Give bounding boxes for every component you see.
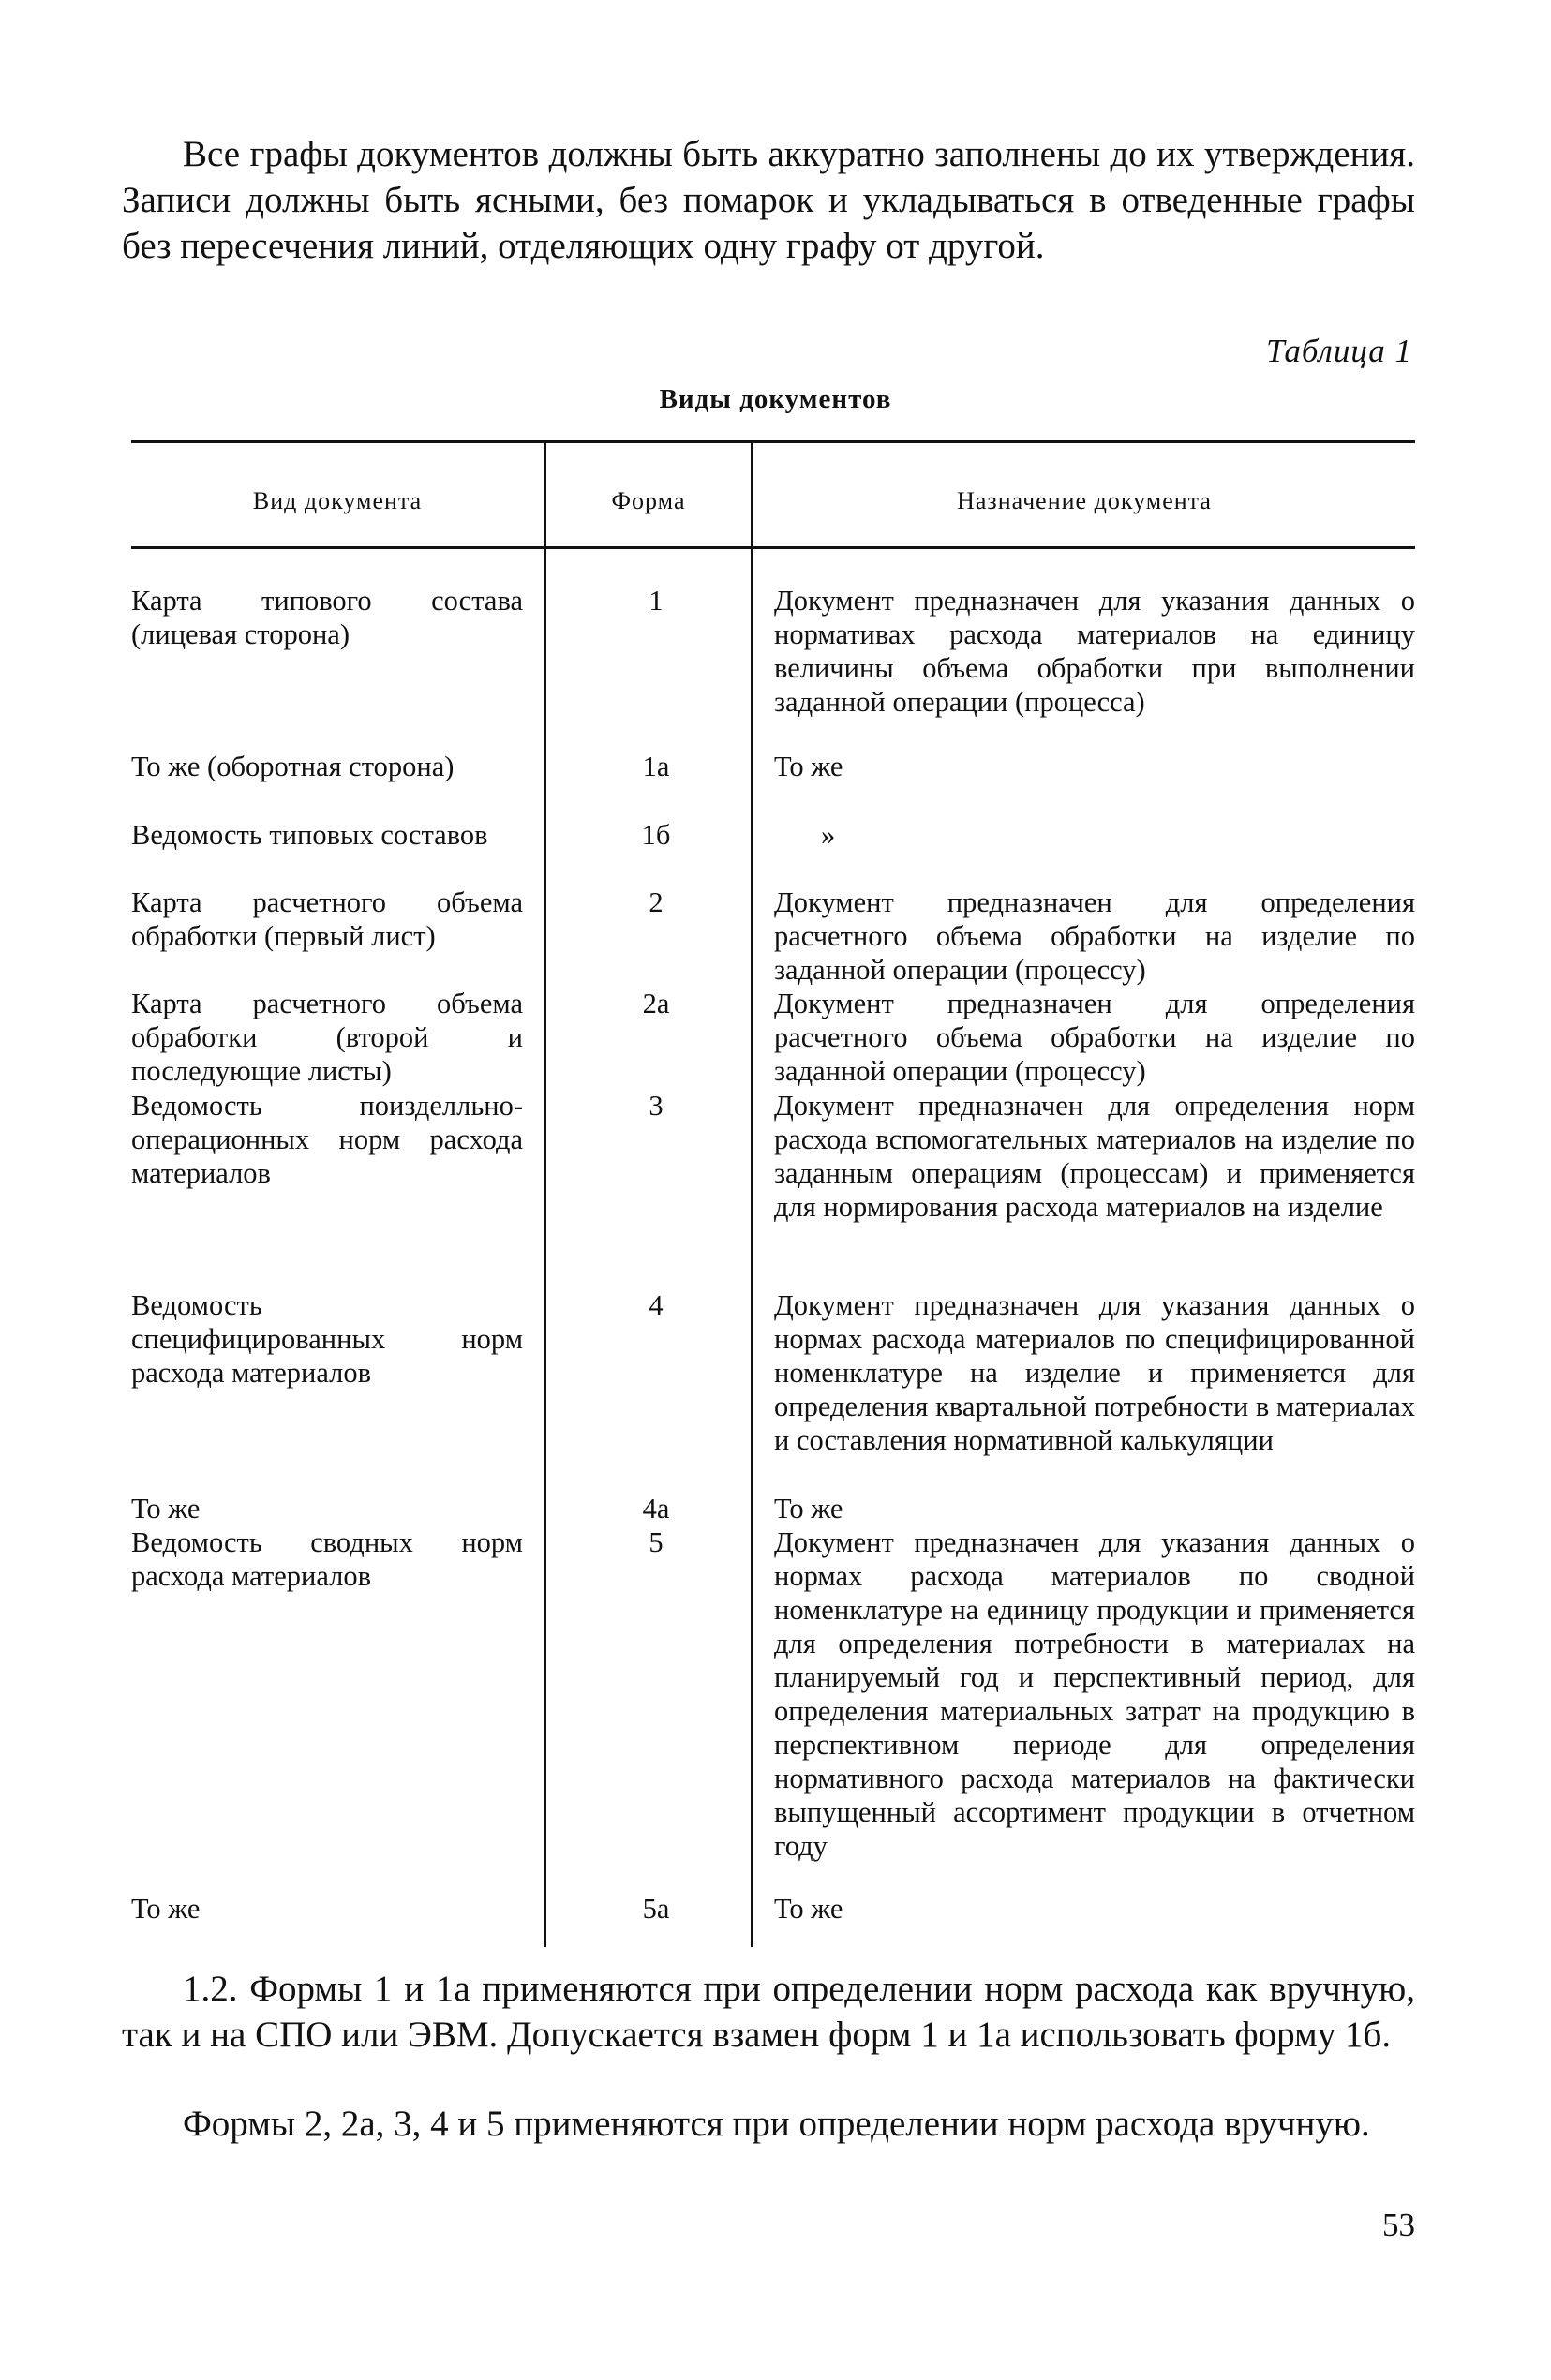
table-column-divider-1 <box>544 443 546 1947</box>
table-title: Виды документов <box>659 384 892 414</box>
table-row-1-form: 1а <box>642 751 670 782</box>
table-row-1-type: То же (оборотная сторона) <box>131 751 455 782</box>
table-row-8-purpose: Документ предназначен для указания данных о нормах расхода материалов по сводной номенклатуре на единицу продукции и применяется для определения потребности в материалах на планируемый год и перспективный период, для определения материальных затрат на продукцию в перспективном периоде для определения нормативного расхода материалов на фактически выпущенный ассортимент продукции в отчетном году <box>774 1526 1415 1862</box>
table-row-4-purpose: Документ предназначен для определения расчетного объема обработки на изделие по заданной операции (процессу) <box>774 988 1415 1087</box>
intro-paragraph: Все графы документов должны быть аккуратно заполнены до их утверждения. Записи должны быть ясными, без помарок и укладываться в отведенные графы без пересечения линий, отделяющих одну графу от другой. <box>122 134 1415 266</box>
table-row-2-form: 1б <box>641 819 671 851</box>
table-row-1-purpose: То же <box>774 751 843 782</box>
page-number: 53 <box>1382 2207 1415 2243</box>
table-row-6-type: Ведомость специфицированных норм расхода материалов <box>131 1289 523 1389</box>
table-row-4-form: 2а <box>642 988 670 1019</box>
table-row-9-purpose: То же <box>774 1893 843 1925</box>
table-row-2-purpose: » <box>821 819 836 851</box>
table-row-6-form: 4 <box>649 1289 664 1321</box>
table-row-4-type: Карта расчетного объема обработки (второй и последующие листы) <box>131 988 523 1087</box>
table-top-rule <box>131 440 1415 443</box>
table-row-3-form: 2 <box>649 886 664 918</box>
table-row-5-purpose: Документ предназначен для определения норм расхода вспомогательных материалов на изделие по заданным операциям (процессам) и применяется для нормирования расхода материалов на изделие <box>774 1090 1415 1223</box>
header-form: Форма <box>611 487 686 514</box>
header-document-type: Вид документа <box>252 487 423 514</box>
table-header-rule <box>131 546 1415 549</box>
paragraph-forms-manual: Формы 2, 2а, 3, 4 и 5 применяются при определении норм расхода вручную. <box>183 2104 1370 2144</box>
table-row-5-form: 3 <box>649 1090 664 1122</box>
table-row-7-purpose: То же <box>774 1493 843 1525</box>
header-document-purpose: Назначение документа <box>957 487 1212 514</box>
table-row-0-purpose: Документ предназначен для указания данных о нормативах расхода материалов на единицу величины объема обработки при выполнении заданной операции (процесса) <box>774 585 1415 718</box>
table-row-0-form: 1 <box>649 585 664 617</box>
table-number-label: Таблица 1 <box>1266 333 1412 369</box>
table-row-8-type: Ведомость сводных норм расхода материалов <box>131 1526 523 1592</box>
table-row-9-form: 5а <box>642 1893 670 1925</box>
table-row-5-type: Ведомость поизделльно-операционных норм расхода материалов <box>131 1090 523 1189</box>
table-row-7-form: 4а <box>642 1493 670 1525</box>
table-row-3-type: Карта расчетного объема обработки (первый лист) <box>131 886 523 952</box>
table-row-7-type: То же <box>131 1493 201 1525</box>
table-row-6-purpose: Документ предназначен для указания данных о нормах расхода материалов по специфицированной номенклатуре на изделие и применяется для определения квартальной потребности в материалах и составления нормативной калькуляции <box>774 1289 1415 1456</box>
table-row-2-type: Ведомость типовых составов <box>131 819 488 851</box>
paragraph-1-2: 1.2. Формы 1 и 1а применяются при определении норм расхода как вручную, так и на СПО или ЭВМ. Допускается взамен форм 1 и 1а использовать форму 1б. <box>122 1969 1415 2055</box>
table-row-3-purpose: Документ предназначен для определения расчетного объема обработки на изделие по заданной операции (процессу) <box>774 886 1415 986</box>
table-row-8-form: 5 <box>649 1526 664 1558</box>
table-row-9-type: То же <box>131 1893 201 1925</box>
table-row-0-type: Карта типового состава (лицевая сторона) <box>131 585 523 650</box>
table-column-divider-2 <box>751 443 753 1947</box>
